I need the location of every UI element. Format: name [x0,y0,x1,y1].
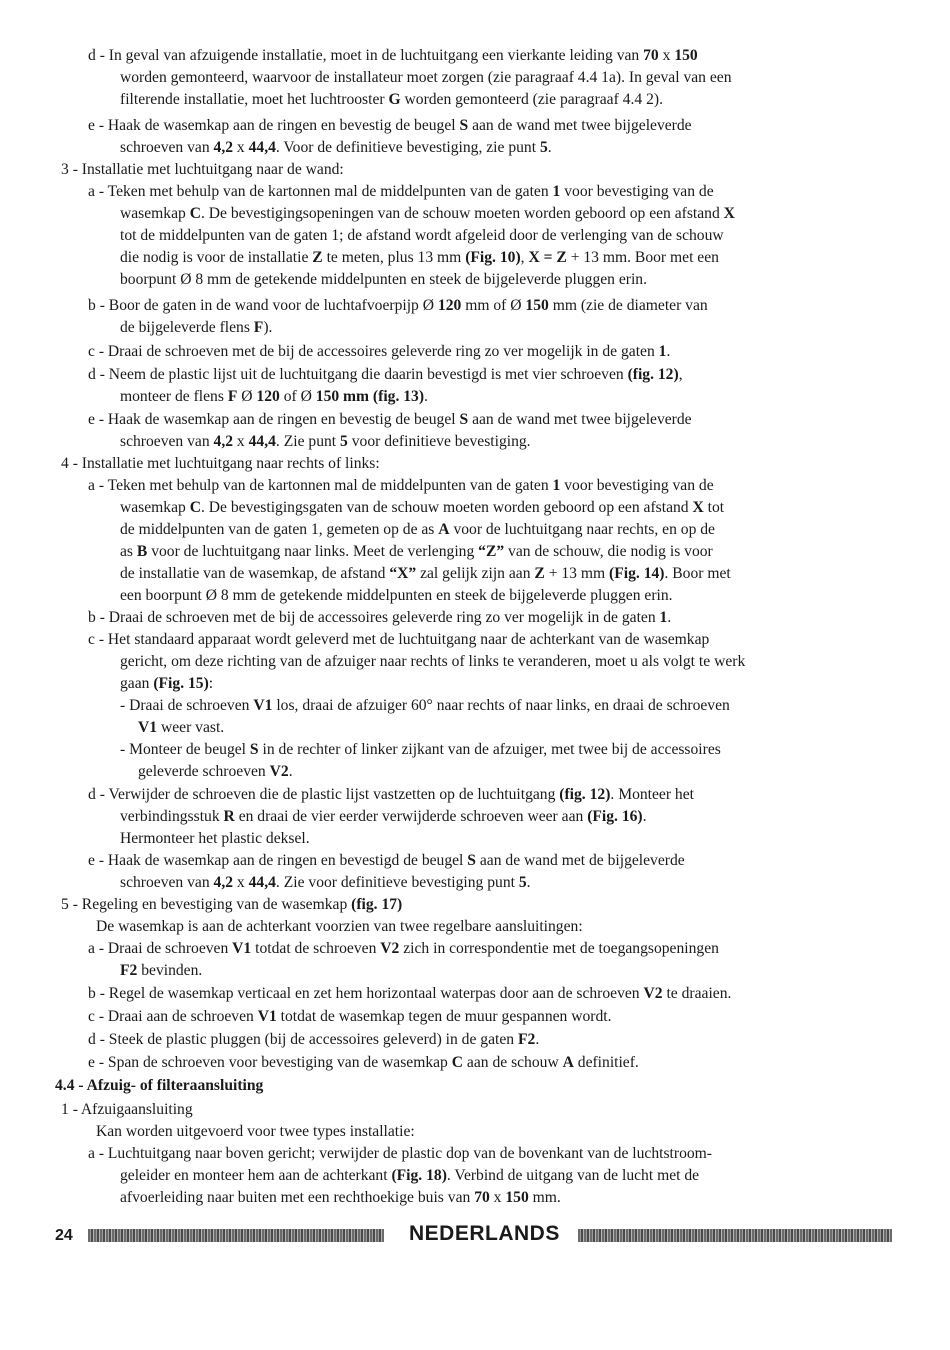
item-4a-cont-5: een boorpunt Ø 8 mm de getekende middelpunten en steek de bijgeleverde pluggen erin. [120,587,673,604]
item-5a-cont: F2 bevinden. [120,962,203,979]
item-5a: a - Draai de schroeven V1 totdat de schroeven V2 zich in correspondentie met de toegangsopeningen [88,940,719,957]
item-1a-cont-2: afvoerleiding naar buiten met een rechthoekige buis van 70 x 150 mm. [120,1189,561,1206]
item-5e: e - Span de schroeven voor bevestiging van de wasemkap C aan de schouw A definitief. [88,1054,639,1071]
item-2e: e - Haak de wasemkap aan de ringen en bevestig de beugel S aan de wand met twee bijgeleverde [88,117,692,134]
footer-bar-left [88,1229,384,1242]
item-4a-cont-3: as B voor de luchtuitgang naar links. Meet de verlenging “Z” van de schouw, die nodig is voor [120,543,713,560]
item-5-title: 5 - Regeling en bevestiging van de wasemkap (fig. 17) [61,896,403,913]
item-4a: a - Teken met behulp van de kartonnen mal de middelpunten van de gaten 1 voor bevestiging van de [88,477,714,494]
item-4e: e - Haak de wasemkap aan de ringen en bevestigd de beugel S aan de wand met de bijgeleverde [88,852,685,869]
item-1-title: 1 - Afzuigaansluiting [61,1101,193,1118]
item-5d: d - Steek de plastic pluggen (bij de accessoires geleverd) in de gaten F2. [88,1031,540,1048]
item-4c-sub-2-cont: geleverde schroeven V2. [138,763,293,780]
item-3a-cont-1: wasemkap C. De bevestigingsopeningen van de schouw moeten worden geboord op een afstand X [120,205,735,222]
item-4e-cont: schroeven van 4,2 x 44,4. Zie voor definitieve bevestiging punt 5. [120,874,531,891]
item-3d: d - Neem de plastic lijst uit de luchtuitgang die daarin bevestigd is met vier schroeven (fig. 12), [88,366,683,383]
item-4a-cont-2: de middelpunten van de gaten 1, gemeten op de as A voor de luchtuitgang naar rechts, en op de [120,521,715,538]
item-4c-cont-2: gaan (Fig. 15): [120,675,214,692]
item-2d-cont-2: filterende installatie, moet het luchtrooster G worden gemonteerd (zie paragraaf 4.4 2). [120,91,663,108]
item-4c-sub-1: - Draai de schroeven V1 los, draai de afzuiger 60° naar rechts of naar links, en draai de schroeven [120,697,730,714]
footer-bar-right [578,1229,892,1242]
page-number: 24 [55,1227,73,1244]
item-5b: b - Regel de wasemkap verticaal en zet hem horizontaal waterpas door aan de schroeven V2 te draaien. [88,985,732,1002]
page-footer [0,1223,950,1249]
item-4c-cont-1: gericht, om deze richting van de afzuiger naar rechts of links te veranderen, moet u als volgt te werk [120,653,746,670]
item-5-intro: De wasemkap is aan de achterkant voorzien van twee regelbare aansluitingen: [96,918,583,935]
item-1-intro: Kan worden uitgevoerd voor twee types installatie: [96,1123,415,1140]
item-4a-cont-1: wasemkap C. De bevestigingsgaten van de schouw moeten worden geboord op een afstand X tot [120,499,725,516]
footer-language: NEDERLANDS [409,1222,560,1245]
item-4d: d - Verwijder de schroeven die de plastic lijst vastzetten op de luchtuitgang (fig. 12). Monteer het [88,786,694,803]
item-3a-cont-2: tot de middelpunten van de gaten 1; de afstand wordt afgeleid door de verlenging van de schouw [120,227,724,244]
item-3a-cont-3: die nodig is voor de installatie Z te meten, plus 13 mm (Fig. 10), X = Z + 13 mm. Boor met een [120,249,719,266]
section-heading: 4.4 - Afzuig- of filteraansluiting [55,1077,264,1094]
item-3d-cont: monteer de flens F Ø 120 of Ø 150 mm (fig. 13). [120,388,428,405]
item-3c: c - Draai de schroeven met de bij de accessoires geleverde ring zo ver mogelijk in de gaten 1. [88,343,671,360]
item-2e-cont: schroeven van 4,2 x 44,4. Voor de definitieve bevestiging, zie punt 5. [120,139,552,156]
item-4-title: 4 - Installatie met luchtuitgang naar rechts of links: [61,455,380,472]
item-3-title: 3 - Installatie met luchtuitgang naar de wand: [61,161,344,178]
item-3b-cont: de bijgeleverde flens F). [120,319,273,336]
item-3b: b - Boor de gaten in de wand voor de luchtafvoerpijp Ø 120 mm of Ø 150 mm (zie de diameter van [88,297,708,314]
item-5c: c - Draai aan de schroeven V1 totdat de wasemkap tegen de muur gespannen wordt. [88,1008,612,1025]
item-3a-cont-4: boorpunt Ø 8 mm de getekende middelpunten en steek de bijgeleverde pluggen erin. [120,271,647,288]
item-2d-cont-1: worden gemonteerd, waarvoor de installateur moet zorgen (zie paragraaf 4.4 1a). In geval van een [120,69,732,86]
item-3a: a - Teken met behulp van de kartonnen mal de middelpunten van de gaten 1 voor bevestiging van de [88,183,714,200]
item-3e: e - Haak de wasemkap aan de ringen en bevestig de beugel S aan de wand met twee bijgeleverde [88,411,692,428]
item-4a-cont-4: de installatie van de wasemkap, de afstand “X” zal gelijk zijn aan Z + 13 mm (Fig. 14). Boor met [120,565,731,582]
item-4c-sub-2: - Monteer de beugel S in de rechter of linker zijkant van de afzuiger, met twee bij de accessoires [120,741,721,758]
item-1a: a - Luchtuitgang naar boven gericht; verwijder de plastic dop van de bovenkant van de luchtstroom- [88,1145,712,1162]
item-4b: b - Draai de schroeven met de bij de accessoires geleverde ring zo ver mogelijk in de gaten 1. [88,609,672,626]
item-4d-cont-1: verbindingsstuk R en draai de vier eerder verwijderde schroeven weer aan (Fig. 16). [120,808,647,825]
item-4c-sub-1-cont: V1 weer vast. [138,719,225,736]
item-3e-cont: schroeven van 4,2 x 44,4. Zie punt 5 voor definitieve bevestiging. [120,433,531,450]
item-1a-cont-1: geleider en monteer hem aan de achterkant (Fig. 18). Verbind de uitgang van de lucht met de [120,1167,700,1184]
item-4c: c - Het standaard apparaat wordt geleverd met de luchtuitgang naar de achterkant van de wasemkap [88,631,710,648]
item-4d-cont-2: Hermonteer het plastic deksel. [120,830,310,847]
item-2d: d - In geval van afzuigende installatie, moet in de luchtuitgang een vierkante leiding van 70 x 150 [88,47,698,64]
